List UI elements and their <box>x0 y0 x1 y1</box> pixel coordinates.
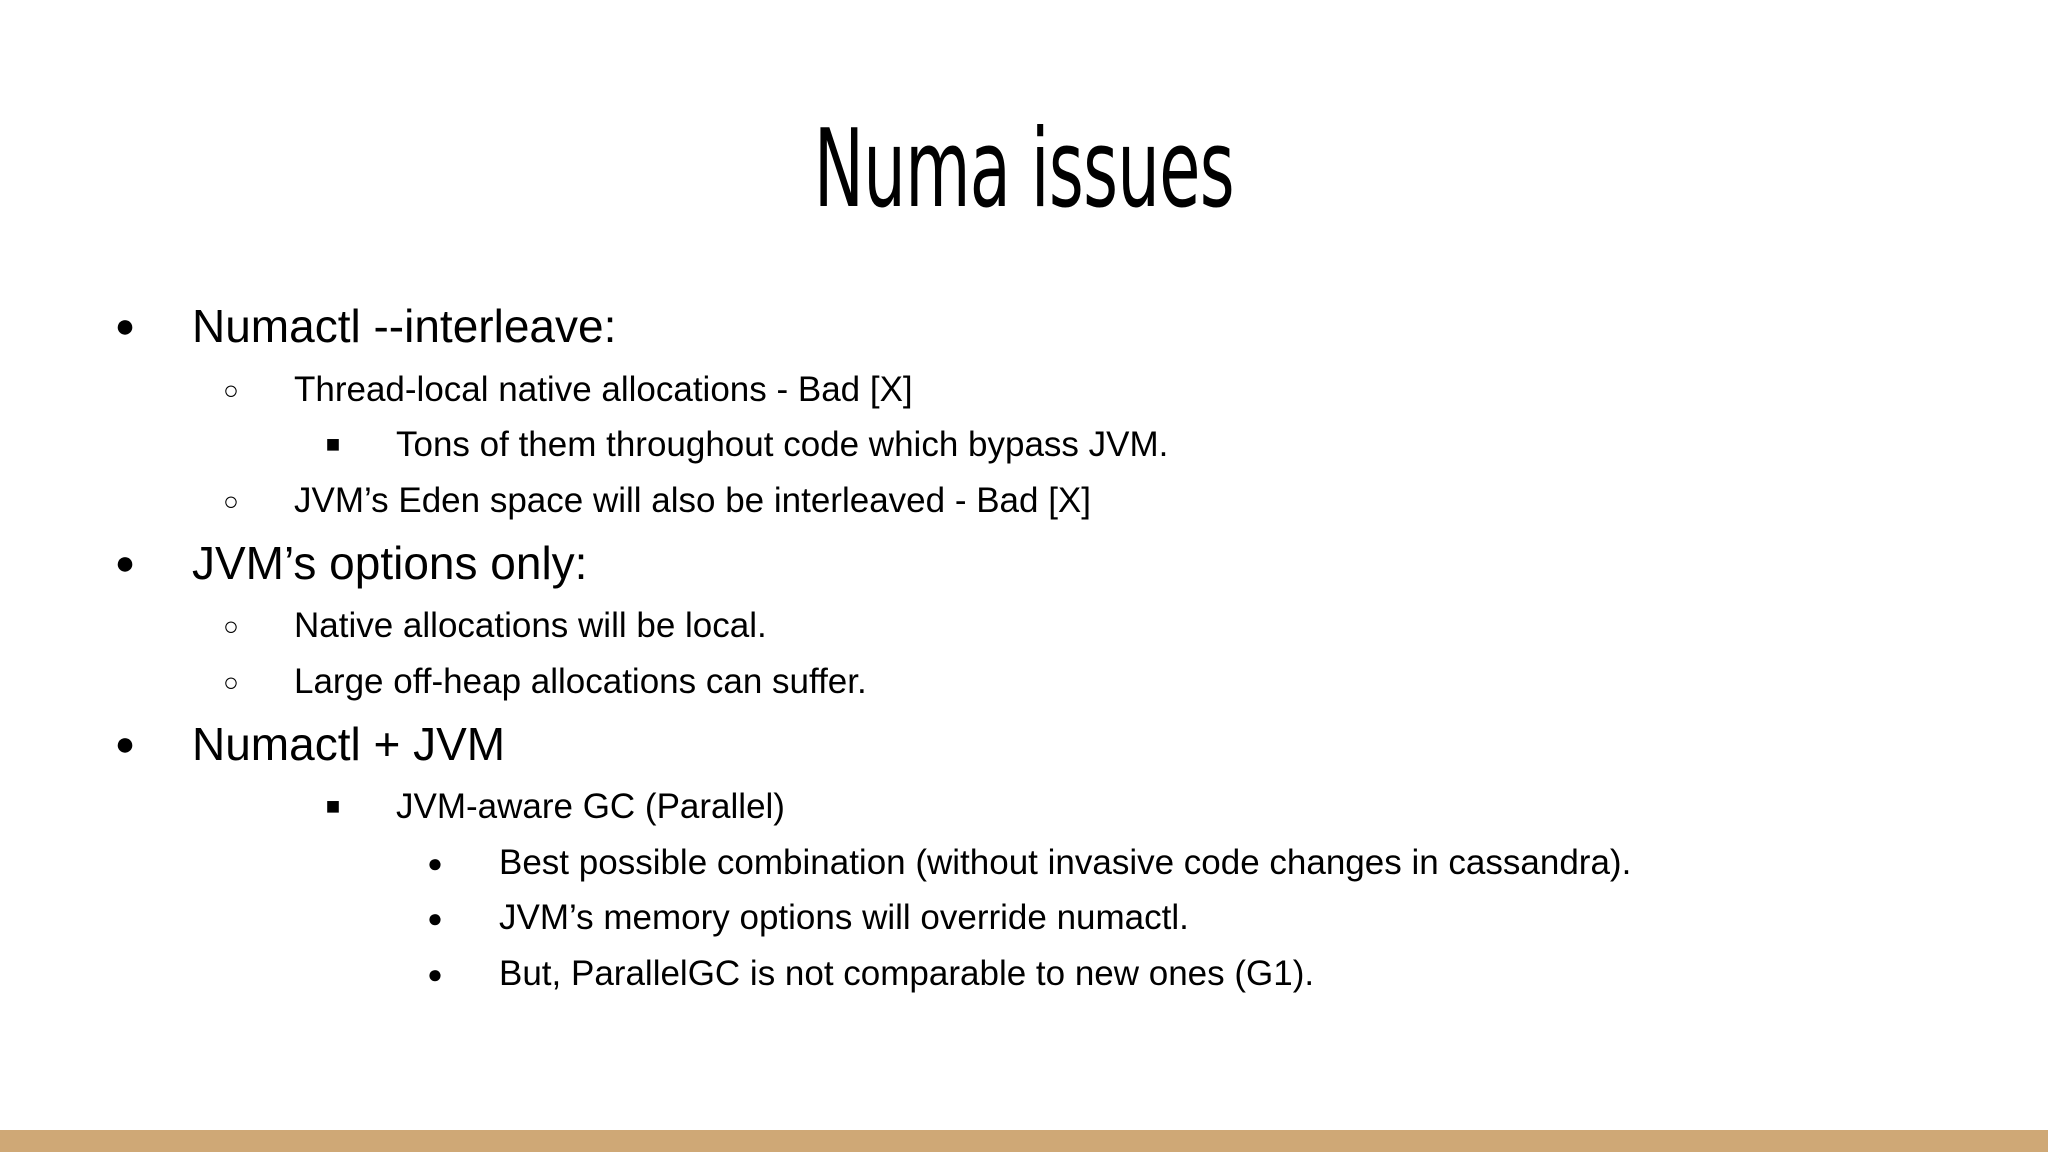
circle-bullet-icon: ○ <box>223 486 239 516</box>
bullet-icon: ● <box>114 544 136 582</box>
bullet-text: JVM’s memory options will override numactl. <box>499 898 1189 937</box>
square-bullet-icon: ■ <box>325 793 341 820</box>
square-bullet-icon: ■ <box>325 431 341 458</box>
bullet-icon: ● <box>427 903 443 933</box>
bullet-text: Numactl --interleave: <box>192 300 617 352</box>
bullet-text: Best possible combination (without invasive code changes in cassandra). <box>499 843 1632 882</box>
bullet-text: JVM-aware GC (Parallel) <box>396 787 785 826</box>
bullet-icon: ● <box>427 848 443 878</box>
bullet-text: Numactl + JVM <box>192 718 506 770</box>
bullet-text: But, ParallelGC is not comparable to new ones (G1). <box>499 954 1315 993</box>
circle-bullet-icon: ○ <box>223 667 239 697</box>
bullet-text: JVM’s options only: <box>192 537 588 589</box>
circle-bullet-icon: ○ <box>223 375 239 405</box>
bullet-icon: ● <box>114 307 136 345</box>
circle-bullet-icon: ○ <box>223 611 239 641</box>
slide-title: Numa issues <box>813 107 1235 232</box>
bullet-text: JVM’s Eden space will also be interleaved - Bad [X] <box>294 481 1091 520</box>
bullet-text: Large off-heap allocations can suffer. <box>294 662 867 701</box>
bullet-icon: ● <box>114 725 136 763</box>
bullet-text: Thread-local native allocations - Bad [X] <box>294 370 913 409</box>
bullet-icon: ● <box>427 959 443 989</box>
bullet-text: Tons of them throughout code which bypass JVM. <box>396 425 1169 464</box>
footer-accent-bar <box>0 1130 2048 1152</box>
bullet-text: Native allocations will be local. <box>294 606 767 645</box>
